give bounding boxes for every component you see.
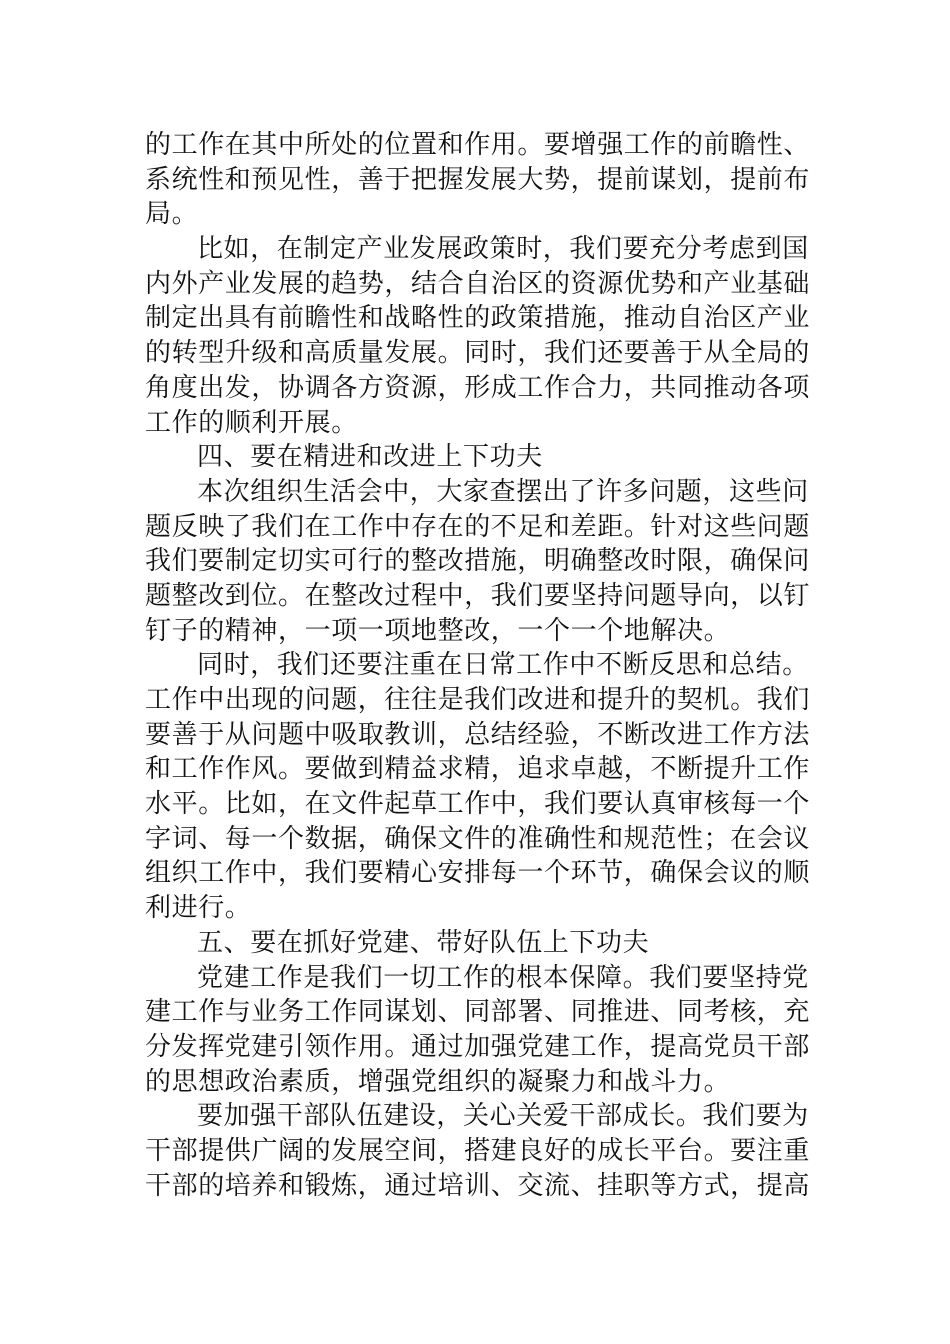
- text-line: 局。: [145, 199, 199, 230]
- text-line: 工作的顺利开展。: [145, 407, 358, 438]
- text-line: 字词、每一个数据，确保文件的准确性和规范性；在会议: [145, 823, 811, 854]
- text-line: 我们要制定切实可行的整改措施，明确整改时限，确保问: [145, 546, 811, 577]
- text-line: 的思想政治素质，增强党组织的凝聚力和战斗力。: [145, 1066, 731, 1097]
- text-line: 角度出发，协调各方资源，形成工作合力，共同推动各项: [145, 372, 811, 403]
- document-body: [145, 128, 809, 1203]
- text-line: 要善于从问题中吸取教训，总结经验，不断改进工作方法: [145, 719, 811, 750]
- text-line: 组织工作中，我们要精心安排每一个环节，确保会议的顺: [145, 858, 811, 889]
- paragraph-start-line: 五、要在抓好党建、带好队伍上下功夫: [197, 927, 650, 958]
- text-line: 系统性和预见性，善于把握发展大势，提前谋划，提前布: [145, 164, 811, 195]
- paragraph-start-line: 本次组织生活会中，大家查摆出了许多问题，这些问: [197, 476, 809, 507]
- text-line: 的工作在其中所处的位置和作用。要增强工作的前瞻性、: [145, 130, 811, 160]
- text-line: 制定出具有前瞻性和战略性的政策措施，推动自治区产业: [145, 303, 811, 334]
- text-line: 题反映了我们在工作中存在的不足和差距。针对这些问题: [145, 511, 811, 542]
- text-line: 分发挥党建引领作用。通过加强党建工作，提高党员干部: [145, 1031, 811, 1062]
- text-line: 的转型升级和高质量发展。同时，我们还要善于从全局的: [145, 338, 811, 369]
- text-line: 内外产业发展的趋势，结合自治区的资源优势和产业基础: [145, 268, 811, 299]
- text-line: 水平。比如，在文件起草工作中，我们要认真审核每一个: [145, 789, 811, 820]
- text-line: 和工作作风。要做到精益求精，追求卓越，不断提升工作: [145, 754, 811, 785]
- text-line: 干部提供广阔的发展空间，搭建良好的成长平台。要注重: [145, 1135, 811, 1166]
- text-line: 利进行。: [145, 893, 252, 924]
- text-line: 钉子的精神，一项一项地整改，一个一个地解决。: [145, 615, 731, 646]
- paragraph-start-line: 党建工作是我们一切工作的根本保障。我们要坚持党: [197, 962, 809, 993]
- text-line: 干部的培养和锻炼，通过培训、交流、挂职等方式，提高: [145, 1170, 811, 1201]
- text-line: 建工作与业务工作同谋划、同部署、同推进、同考核，充: [145, 997, 811, 1028]
- paragraph-start-line: 同时，我们还要注重在日常工作中不断反思和总结。: [197, 650, 809, 681]
- text-line: 工作中出现的问题，往往是我们改进和提升的契机。我们: [145, 685, 811, 715]
- paragraph-start-line: 要加强干部队伍建设，关心关爱干部成长。我们要为: [197, 1101, 809, 1132]
- text-line: 题整改到位。在整改过程中，我们要坚持问题导向，以钉: [145, 580, 811, 611]
- paragraph-start-line: 四、要在精进和改进上下功夫: [197, 442, 543, 473]
- paragraph-start-line: 比如，在制定产业发展政策时，我们要充分考虑到国: [197, 234, 809, 265]
